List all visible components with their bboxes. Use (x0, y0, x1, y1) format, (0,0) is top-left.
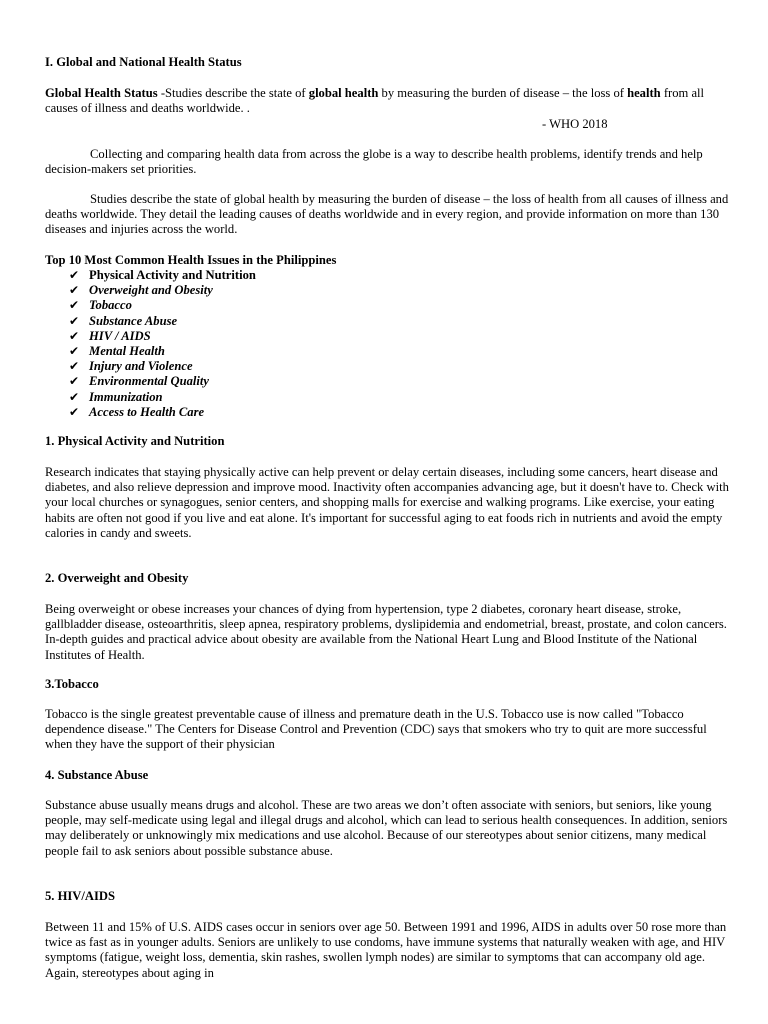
check-icon: ✔ (69, 389, 80, 404)
top10-item: ✔ Overweight and Obesity (69, 283, 213, 298)
top10-item: ✔ Substance Abuse (69, 313, 178, 328)
intro-bold-b: health (627, 86, 661, 100)
section-body: Between 11 and 15% of U.S. AIDS cases occur in seniors over age 50. Between 1991 and 1996, AIDS in adults over 50 rose more than twice as fast as in younger adults. Seniors are unlikely to use condoms, have immune systems that naturally weaken with age, and HIV symptoms (fatigue, weight loss, dementia, skin rashes, swollen lymph nodes) are similar to symptoms that can accompany old age. Again, stereotypes about aging in (45, 920, 727, 980)
top10-title: Top 10 Most Common Health Issues in the Philippines (45, 253, 337, 267)
intro-label: Global Health Status (45, 86, 158, 100)
section-body: Substance abuse usually means drugs and alcohol. These are two areas we don’t often associate with seniors, but seniors, like young people, may self-medicate using legal and illegal drugs and alcohol, which can lead to serious health consequences. In addition, seniors may deliberately or unknowingly mix medications and use alcohol. Because of our stereotypes about senior citizens, many medical people fail to ask seniors about possible substance abuse. (45, 798, 728, 858)
section-body: Being overweight or obese increases your chances of dying from hypertension, type 2 diabetes, coronary heart disease, stroke, gallbladder disease, osteoarthritis, sleep apnea, respiratory problems, dyslipidemia and endometrial, breast, prostate, and colon cancers. In-depth guides and practical advice about obesity are available from the National Heart Lung and Blood Institute of the National Institutes of Health. (45, 602, 727, 662)
check-icon: ✔ (69, 328, 80, 343)
section-title: 1. Physical Activity and Nutrition (45, 434, 225, 448)
paragraph-2: Studies describe the state of global health by measuring the burden of disease – the loss of health from all causes of illness and deaths worldwide. They detail the leading causes of deaths worldwide and in every region, and provide information on more than 130 diseases and injuries across the world. (45, 192, 729, 237)
check-icon: ✔ (69, 404, 80, 419)
top10-item: ✔ HIV / AIDS (69, 328, 151, 343)
paragraph-1: Collecting and comparing health data from across the globe is a way to describe health problems, identify trends and help decision-makers set priorities. (45, 147, 703, 177)
top10-item: ✔ Environmental Quality (69, 374, 210, 389)
intro-text-b: by measuring the burden of disease – the loss of (378, 86, 628, 100)
section-title: 2. Overweight and Obesity (45, 571, 189, 585)
intro-bold-a: global health (308, 86, 379, 100)
intro-text-a: -Studies describe the state of (157, 86, 309, 100)
section-body: Tobacco is the single greatest preventable cause of illness and premature death in the U.S. Tobacco use is now called "Tobacco dependence disease." The Centers for Disease Control and Prevention (CDC) says that smokers who try to quit are more successful when they have the support of their physician (45, 707, 707, 752)
top10-item: ✔ Physical Activity and Nutrition (69, 268, 256, 282)
check-icon: ✔ (69, 268, 80, 282)
section-title: 4. Substance Abuse (45, 768, 149, 782)
top10-item: ✔ Immunization (69, 389, 163, 404)
check-icon: ✔ (69, 313, 80, 328)
section-title: 3.Tobacco (45, 677, 99, 691)
top10-list (45, 268, 730, 420)
top10-item: ✔ Tobacco (69, 298, 132, 313)
who-source: - WHO 2018 (542, 117, 608, 131)
intro-text-c: from all causes of illness and deaths worldwide. . (45, 86, 705, 116)
page-heading: I. Global and National Health Status (45, 55, 242, 69)
check-icon: ✔ (69, 298, 80, 313)
top10-item: ✔ Injury and Violence (69, 359, 193, 374)
check-icon: ✔ (69, 283, 80, 298)
global-health-intro (45, 86, 730, 116)
section-body: Research indicates that staying physically active can help prevent or delay certain diseases, including some cancers, heart disease and diabetes, and also relieve depression and improve mood. Inactivity often accompanies advancing age, but it doesn't have to. Check with your local churches or synagogues, senior centers, and shopping malls for exercise and walking programs. Like exercise, your eating habits are often not good if you live and eat alone. It's important for successful aging to eat foods rich in nutrients and avoid the empty calories in candy and sweets. (45, 465, 729, 540)
check-icon: ✔ (69, 374, 80, 389)
check-icon: ✔ (69, 359, 80, 374)
top10-item: ✔ Access to Health Care (69, 404, 205, 419)
check-icon: ✔ (69, 344, 80, 359)
section-title: 5. HIV/AIDS (45, 889, 115, 903)
top10-item: ✔ Mental Health (69, 344, 165, 359)
